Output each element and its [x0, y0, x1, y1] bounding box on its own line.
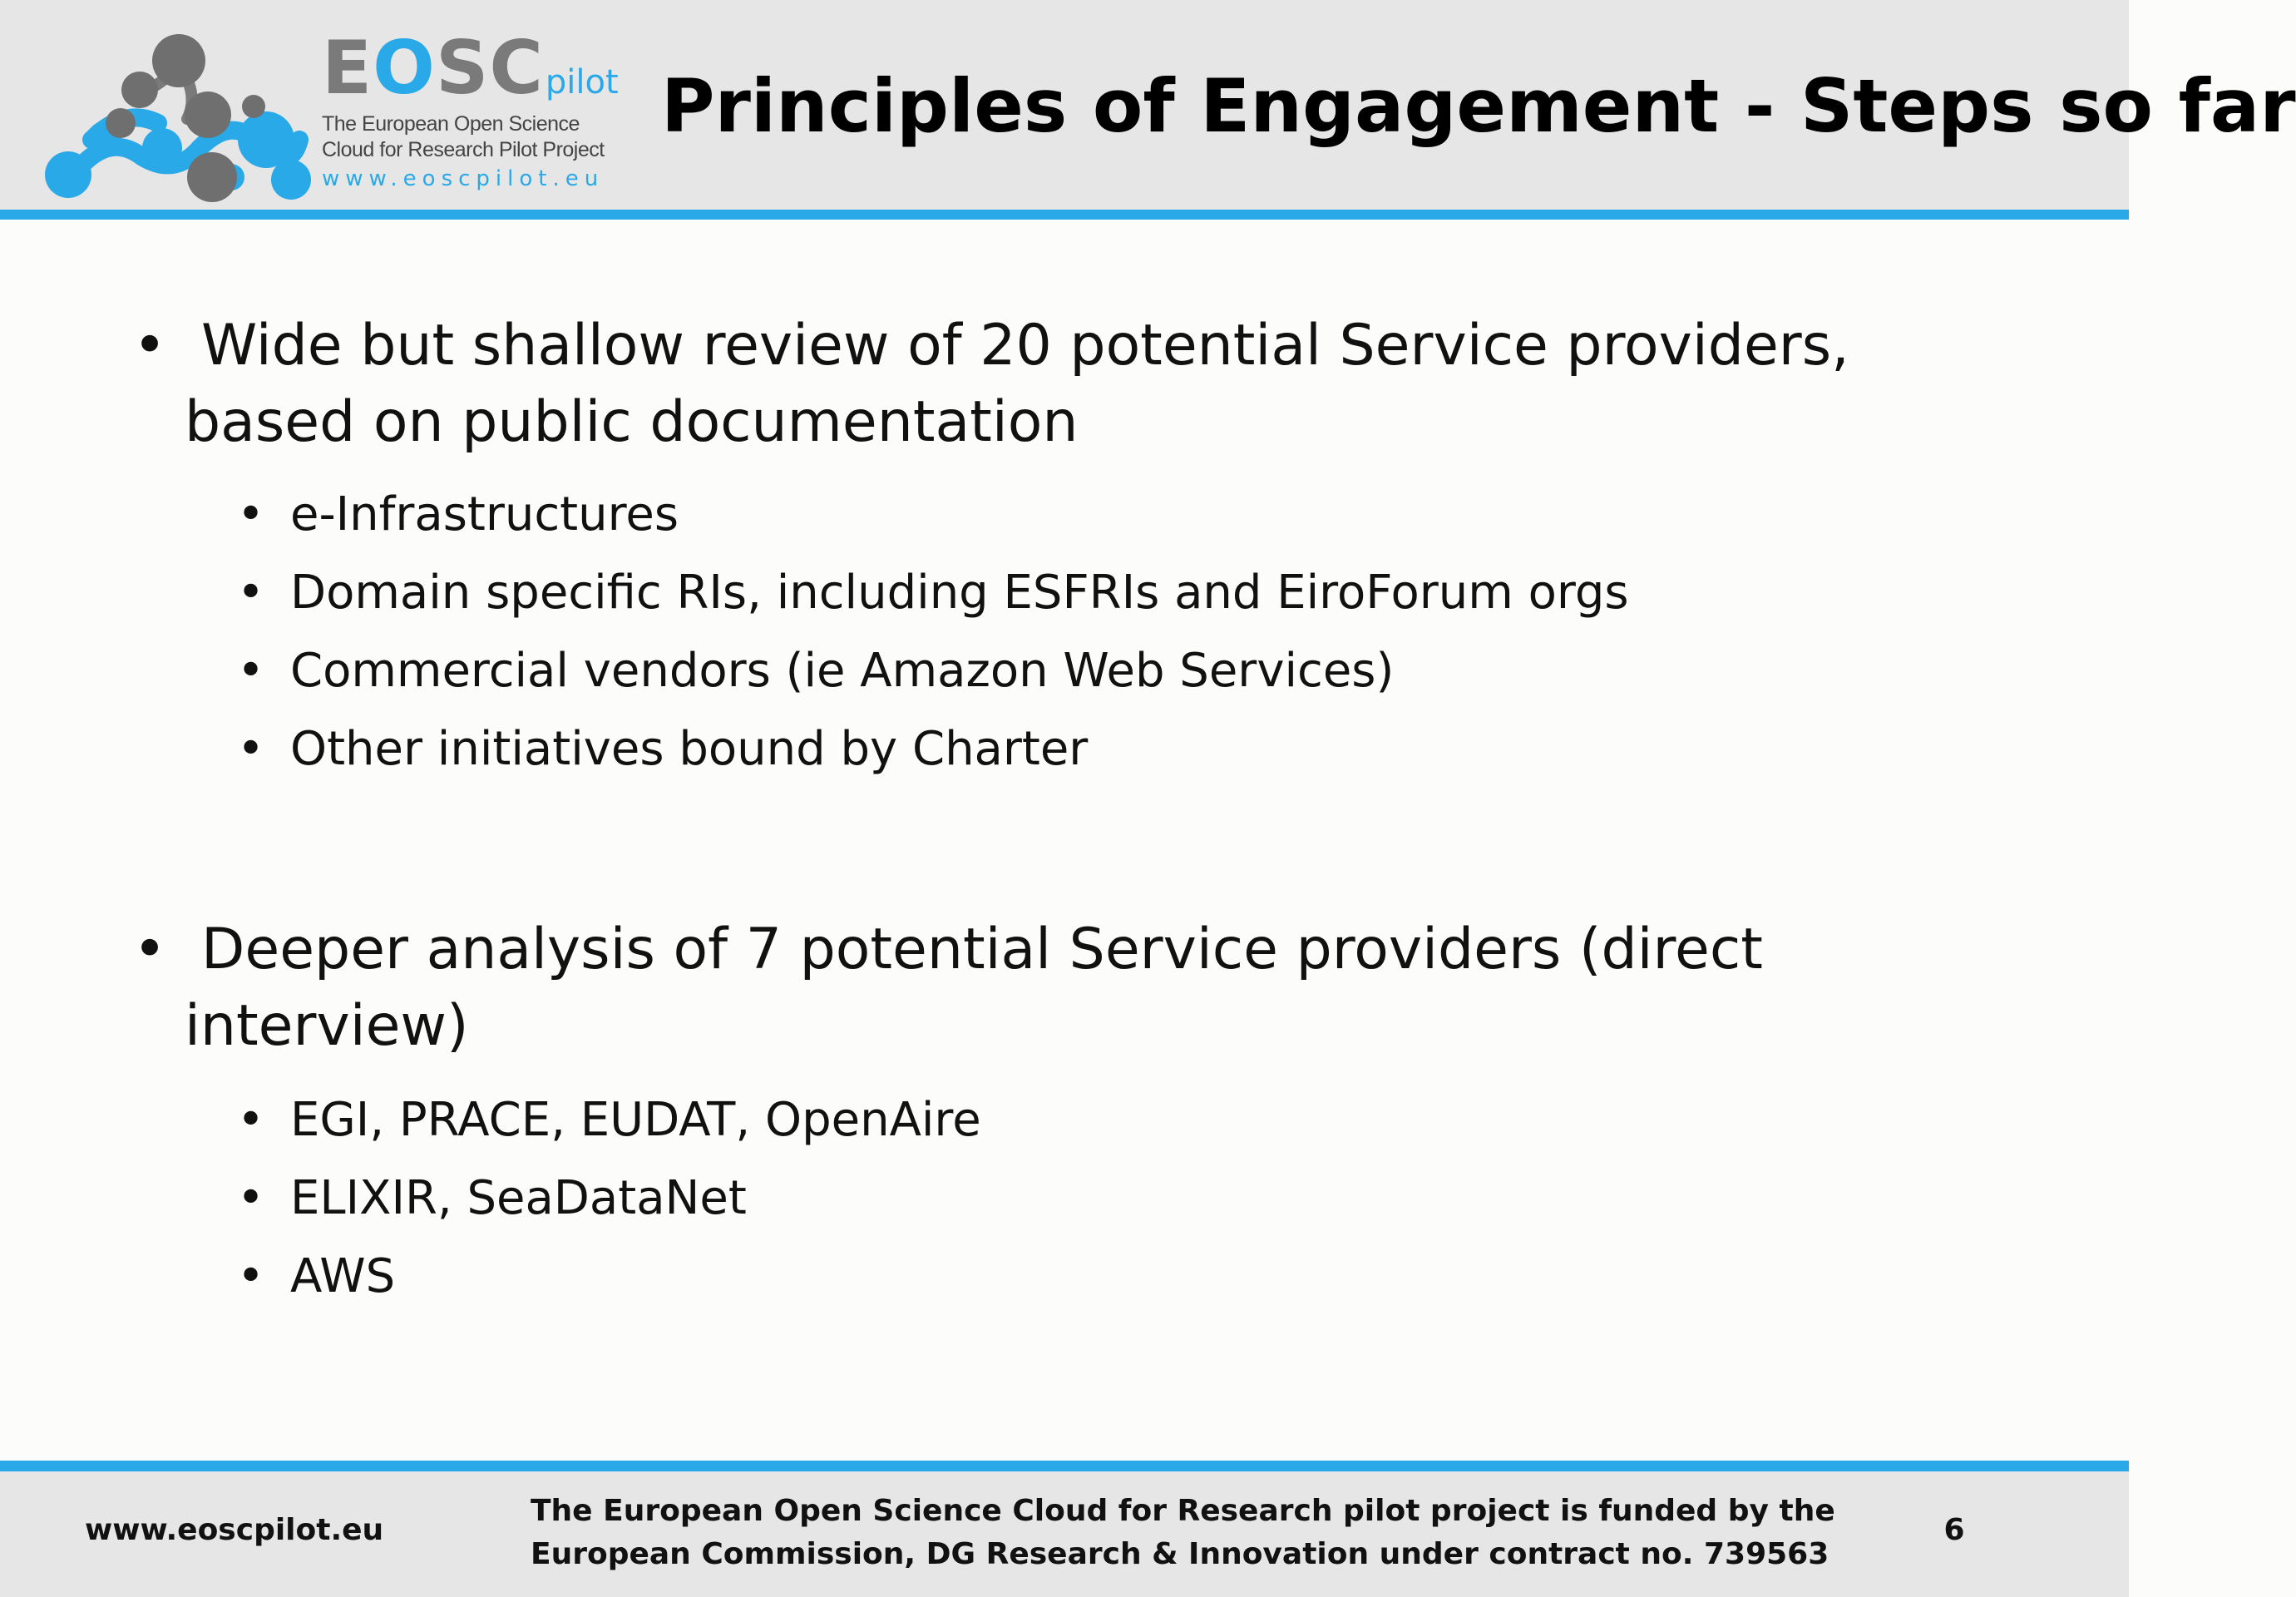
- logo-text: [322, 25, 646, 191]
- slide-footer: [0, 1461, 2129, 1597]
- sub-bullet-marker: •: [237, 566, 265, 620]
- sub-bullet-marker: •: [237, 487, 265, 541]
- slide-header: [0, 0, 2296, 220]
- sub-bullet-text: ELIXIR, SeaDataNet: [290, 1171, 747, 1225]
- molecule-logo-icon: [42, 32, 316, 206]
- page-number: 6: [1943, 1513, 1965, 1547]
- slide-title: Principles of Engagement - Steps so far: [661, 63, 2296, 149]
- sub-bullet-item: [237, 632, 1394, 710]
- logo-brand: [322, 25, 646, 111]
- sub-bullet-marker: •: [237, 1171, 265, 1225]
- footer-url: www.eoscpilot.eu: [85, 1513, 384, 1547]
- sub-bullet-marker: •: [237, 722, 265, 776]
- sub-bullet-marker: •: [237, 644, 265, 698]
- bullet-text-line1: Wide but shallow review of 20 potential Service providers,: [201, 313, 1849, 378]
- logo-brand-suffix: SC: [435, 25, 544, 111]
- logo-tagline-line1: The European Open Science: [322, 112, 580, 136]
- logo-brand-prefix: E: [322, 25, 373, 111]
- sub-bullet-text: Other initiatives bound by Charter: [290, 722, 1089, 776]
- sub-bullet-text: Commercial vendors (ie Amazon Web Services): [290, 644, 1395, 698]
- slide-content: [0, 220, 2129, 1462]
- sub-bullet-item: [237, 710, 1088, 789]
- bullet-marker: •: [133, 313, 167, 378]
- footer-funding-line2: European Commission, DG Research & Innovation under contract no. 739563: [531, 1537, 1829, 1571]
- footer-funding-text: [531, 1490, 1835, 1576]
- sub-bullet-text: EGI, PRACE, EUDAT, OpenAire: [290, 1093, 981, 1147]
- sub-bullet-item: [237, 554, 1629, 632]
- sub-bullet-item: [237, 1081, 981, 1159]
- logo-tagline: [322, 111, 646, 163]
- sub-bullet-text: Domain specific RIs, including ESFRIs and EiroForum orgs: [290, 566, 1629, 620]
- bullet-marker: •: [133, 917, 167, 982]
- logo-url: www.eoscpilot.eu: [322, 166, 605, 191]
- sub-bullet-marker: •: [237, 1249, 265, 1303]
- bullet-text-line2: interview): [185, 993, 469, 1059]
- footer-funding-line1: The European Open Science Cloud for Research pilot project is funded by the: [531, 1494, 1835, 1528]
- logo-brand-pilot: pilot: [545, 63, 619, 101]
- sub-bullet-text: AWS: [290, 1249, 396, 1303]
- sub-bullet-item: [237, 1159, 747, 1238]
- bullet-item: [133, 912, 2046, 1065]
- eoscpilot-logo: [42, 25, 624, 206]
- sub-bullet-marker: •: [237, 1093, 265, 1147]
- bullet-item: [133, 308, 2046, 461]
- bullet-text-line1: Deeper analysis of 7 potential Service providers (direct: [201, 917, 1763, 982]
- bullet-text-line2: based on public documentation: [185, 389, 1079, 455]
- sub-bullet-item: [237, 476, 679, 554]
- sub-bullet-item: [237, 1238, 395, 1316]
- sub-bullet-text: e-Infrastructures: [290, 487, 679, 541]
- logo-tagline-line2: Cloud for Research Pilot Project: [322, 138, 605, 161]
- logo-brand-o: O: [373, 25, 436, 111]
